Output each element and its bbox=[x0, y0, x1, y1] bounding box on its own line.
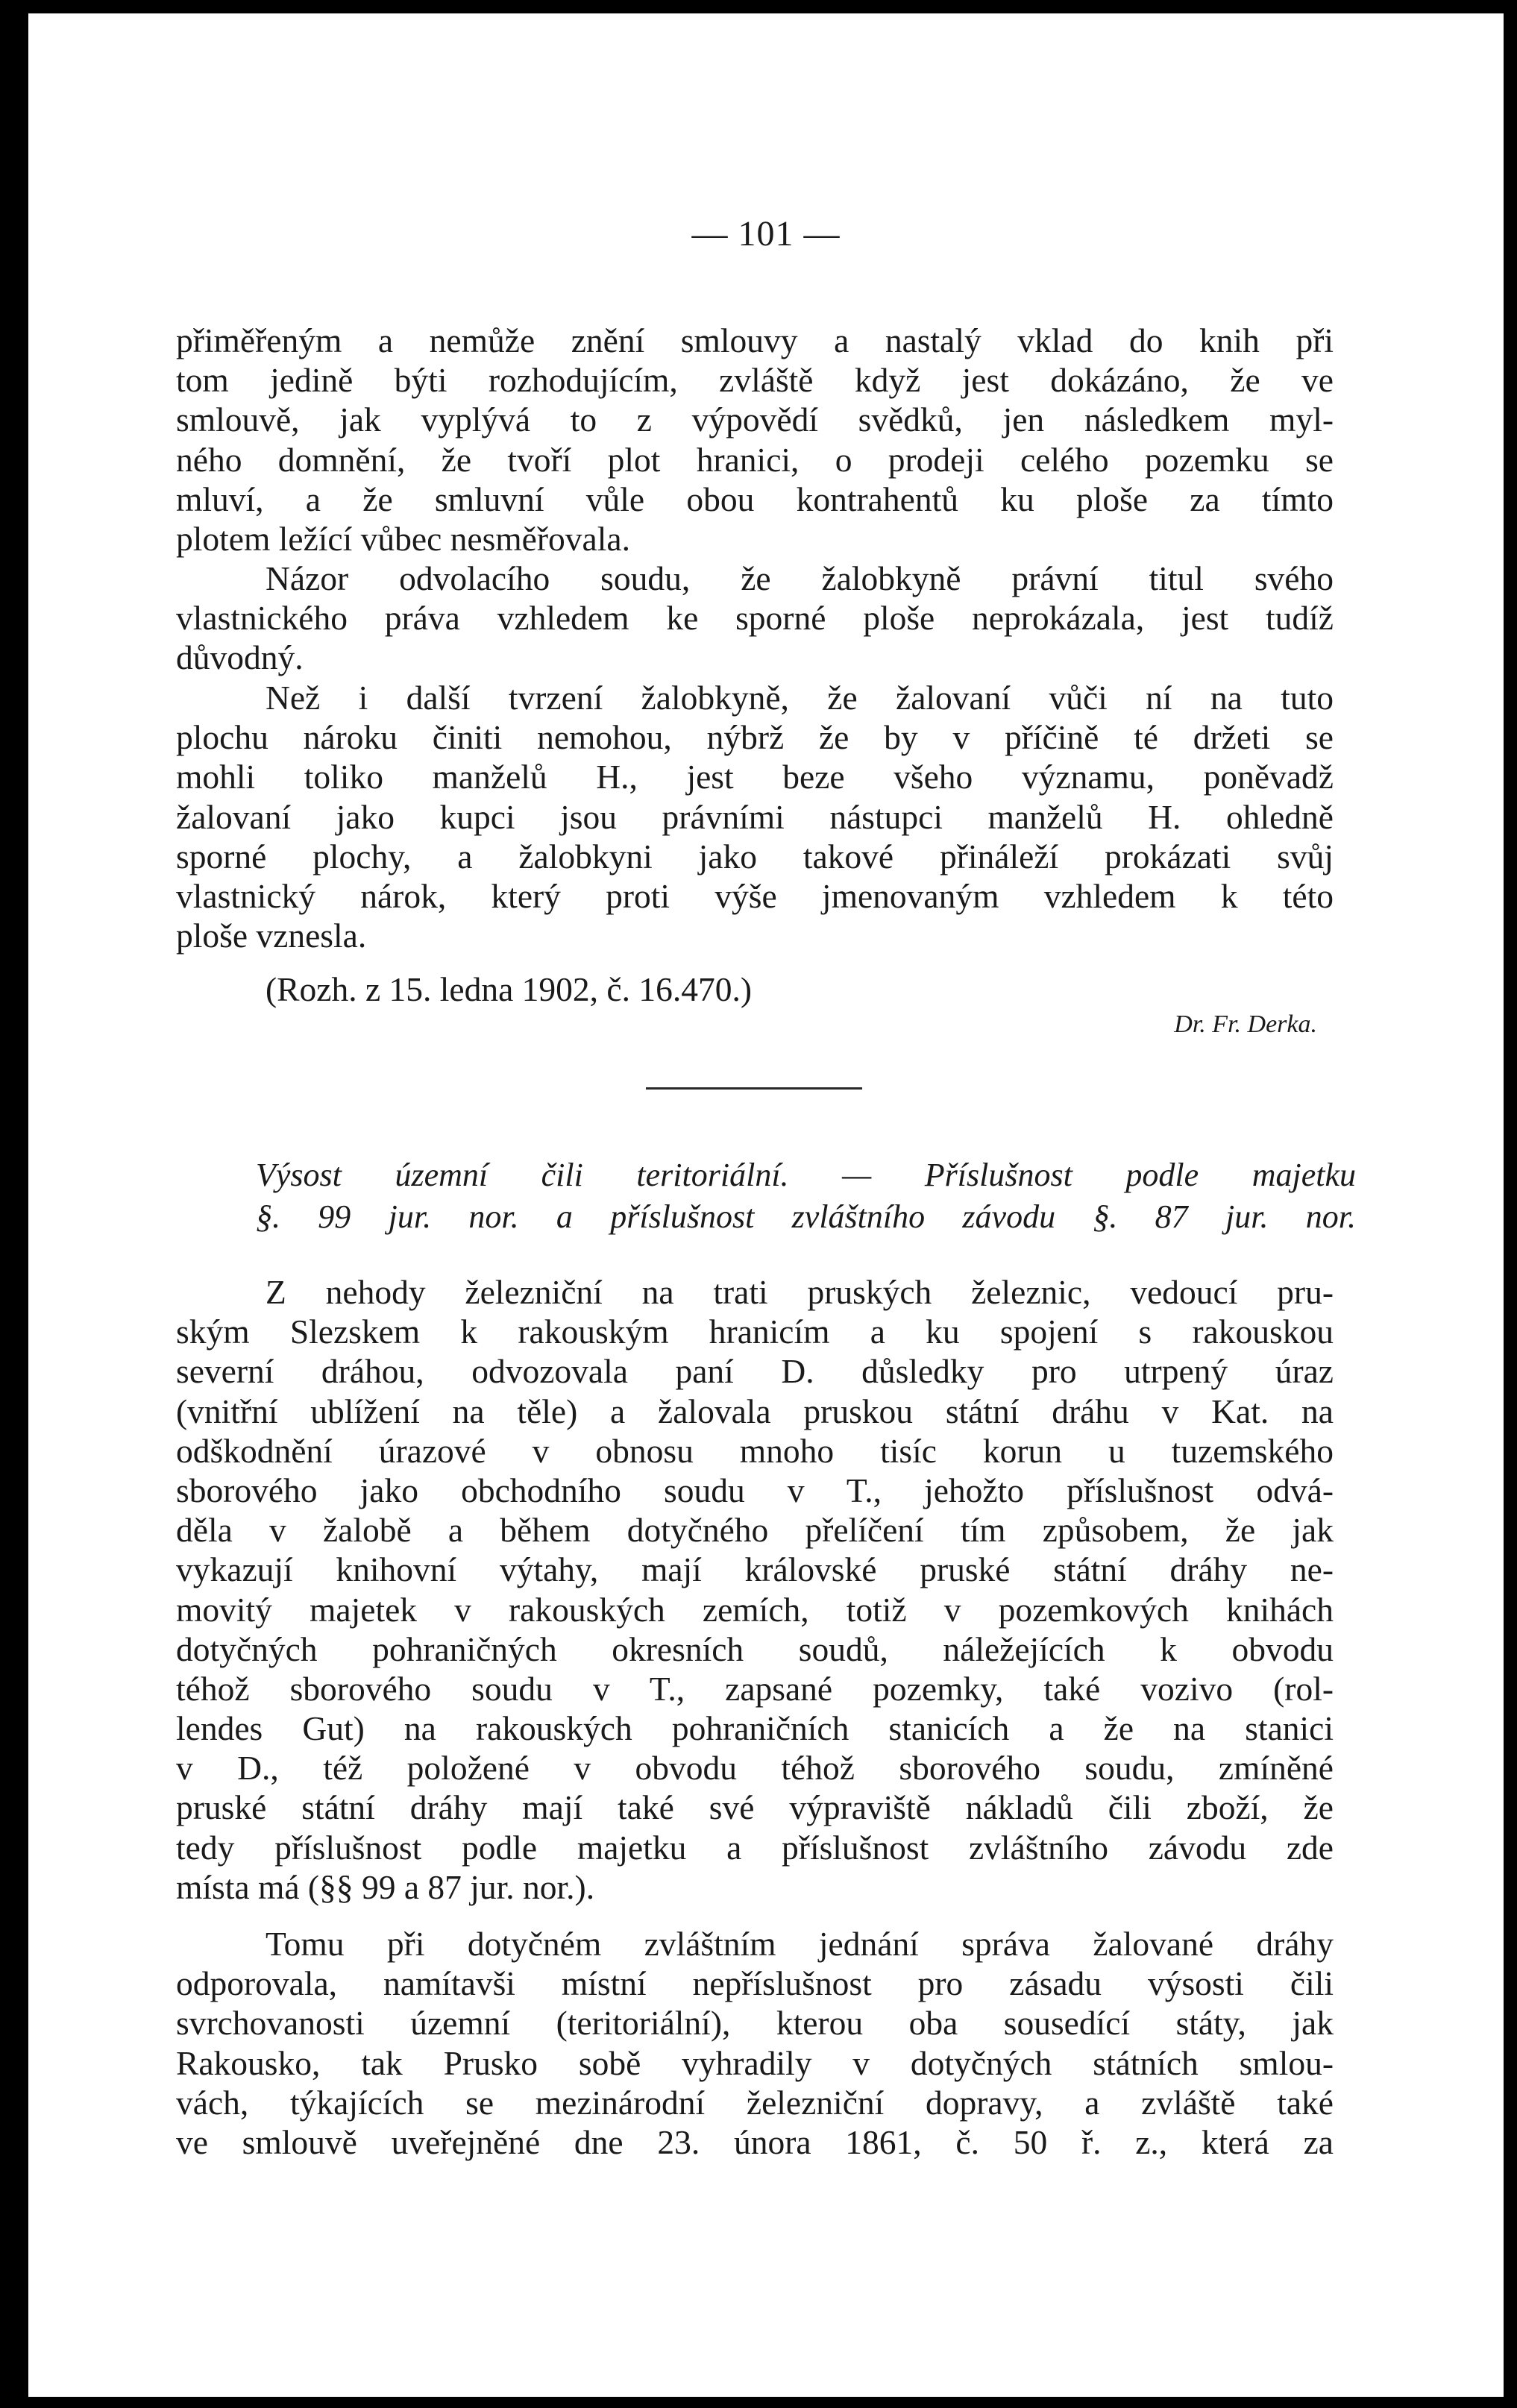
text-line: severní dráhou, odvozovala paní D. důsledky pro utrpený úraz bbox=[176, 1352, 1334, 1391]
text-line: Než i další tvrzení žalobkyně, že žalovaní vůči ní na tuto bbox=[266, 679, 1334, 717]
text-line: odporovala, namítavši místní nepříslušnost pro zásadu výsosti čili bbox=[176, 1964, 1334, 2003]
text-line: vlastnický nárok, který proti výše jmenovaným vzhledem k této bbox=[176, 876, 1334, 915]
text-line: Rakousko, tak Prusko sobě vyhradily v dotyčných státních smlou- bbox=[176, 2043, 1334, 2082]
heading-line: §. 99 jur. nor. a příslušnost zvláštního závodu §. 87 jur. nor. bbox=[256, 1198, 1356, 1235]
text-line: žalovaní jako kupci jsou právními nástupci manželů H. ohledně bbox=[176, 797, 1334, 836]
text-line: vách, týkajících se mezinárodní železniční dopravy, a zvláště také bbox=[176, 2083, 1334, 2122]
text-line: v D., též položené v obvodu téhož sborového soudu, zmíněné bbox=[176, 1749, 1334, 1788]
heading-line: Výsost územní čili teritoriální. — Příslušnost podle majetku bbox=[256, 1157, 1356, 1193]
document-page bbox=[28, 13, 1504, 2397]
text-line: Z nehody železniční na trati pruských železnic, vedoucí pru- bbox=[266, 1273, 1334, 1311]
section-heading bbox=[256, 1154, 1356, 1238]
text-line: ve smlouvě uveřejněné dne 23. února 1861, č. 50 ř. z., která za bbox=[176, 2122, 1334, 2161]
text-line: tom jedině býti rozhodujícím, zvláště když jest dokázáno, že ve bbox=[176, 361, 1334, 400]
text-line: téhož sborového soudu v T., zapsané pozemky, také vozivo (rol- bbox=[176, 1669, 1334, 1708]
page-number: — 101 — bbox=[691, 214, 841, 254]
text-line: plotem ležící vůbec nesměřovala. bbox=[176, 519, 630, 558]
text-line: sporné plochy, a žalobkyni jako takové přináleží prokázati svůj bbox=[176, 837, 1334, 876]
text-line: ským Slezskem k rakouským hranicím a ku spojení s rakouskou bbox=[176, 1313, 1334, 1351]
text-line: movitý majetek v rakouských zemích, totiž v pozemkových knihách bbox=[176, 1590, 1334, 1629]
text-line: přiměřeným a nemůže znění smlouvy a nastalý vklad do knih při bbox=[176, 321, 1334, 359]
text-line: tedy příslušnost podle majetku a příslušnost zvláštního závodu zde bbox=[176, 1828, 1334, 1867]
text-line: mluví, a že smluvní vůle obou kontrahentů ku ploše za tímto bbox=[176, 480, 1334, 518]
text-line: pruské státní dráhy mají také své výpraviště nákladů čili zboží, že bbox=[176, 1788, 1334, 1827]
text-line: plochu nároku činiti nemohou, nýbrž že by v příčině té držeti se bbox=[176, 718, 1334, 757]
text-line: ného domnění, že tvoří plot hranici, o prodeji celého pozemku se bbox=[176, 440, 1334, 479]
text-line: svrchovanosti územní (teritoriální), kterou oba sousedící státy, jak bbox=[176, 2004, 1334, 2043]
text-line: mohli toliko manželů H., jest beze všeho významu, poněvadž bbox=[176, 758, 1334, 796]
text-line: lendes Gut) na rakouských pohraničních stanicích a že na stanici bbox=[176, 1709, 1334, 1748]
text-line: odškodnění úrazové v obnosu mnoho tisíc korun u tuzemského bbox=[176, 1431, 1334, 1470]
paragraph-2 bbox=[176, 559, 1334, 678]
text-line: vlastnického práva vzhledem ke sporné ploše neprokázala, jest tudíž bbox=[176, 599, 1334, 638]
text-line: dotyčných pohraničných okresních soudů, náležejících k obvodu bbox=[176, 1629, 1334, 1668]
paragraph-3 bbox=[176, 678, 1334, 955]
paragraph-5 bbox=[176, 1924, 1334, 2162]
text-line: děla v žalobě a během dotyčného přelíčení tím způsobem, že jak bbox=[176, 1511, 1334, 1550]
text-line: Názor odvolacího soudu, že žalobkyně právní titul svého bbox=[266, 559, 1334, 597]
text-line: Tomu při dotyčném zvláštním jednání správa žalované dráhy bbox=[266, 1925, 1334, 1963]
text-line: důvodný. bbox=[176, 638, 304, 677]
citation: (Rozh. z 15. ledna 1902, č. 16.470.) bbox=[266, 970, 753, 1008]
text-line: vykazují knihovní výtahy, mají královské pruské státní dráhy ne- bbox=[176, 1550, 1334, 1589]
section-divider bbox=[646, 1087, 862, 1090]
text-line: (vnitřní ublížení na těle) a žalovala pruskou státní dráhu v Kat. na bbox=[176, 1392, 1334, 1430]
signature: Dr. Fr. Derka. bbox=[1174, 1010, 1317, 1038]
text-line: ploše vznesla. bbox=[176, 917, 367, 955]
paragraph-4 bbox=[176, 1272, 1334, 1907]
text-line: místa má (§§ 99 a 87 jur. nor.). bbox=[176, 1867, 595, 1906]
text-line: smlouvě, jak vyplývá to z výpovědí svědků, jen následkem myl- bbox=[176, 400, 1334, 439]
text-line: sborového jako obchodního soudu v T., jehožto příslušnost odvá- bbox=[176, 1471, 1334, 1509]
paragraph-1 bbox=[176, 321, 1334, 559]
